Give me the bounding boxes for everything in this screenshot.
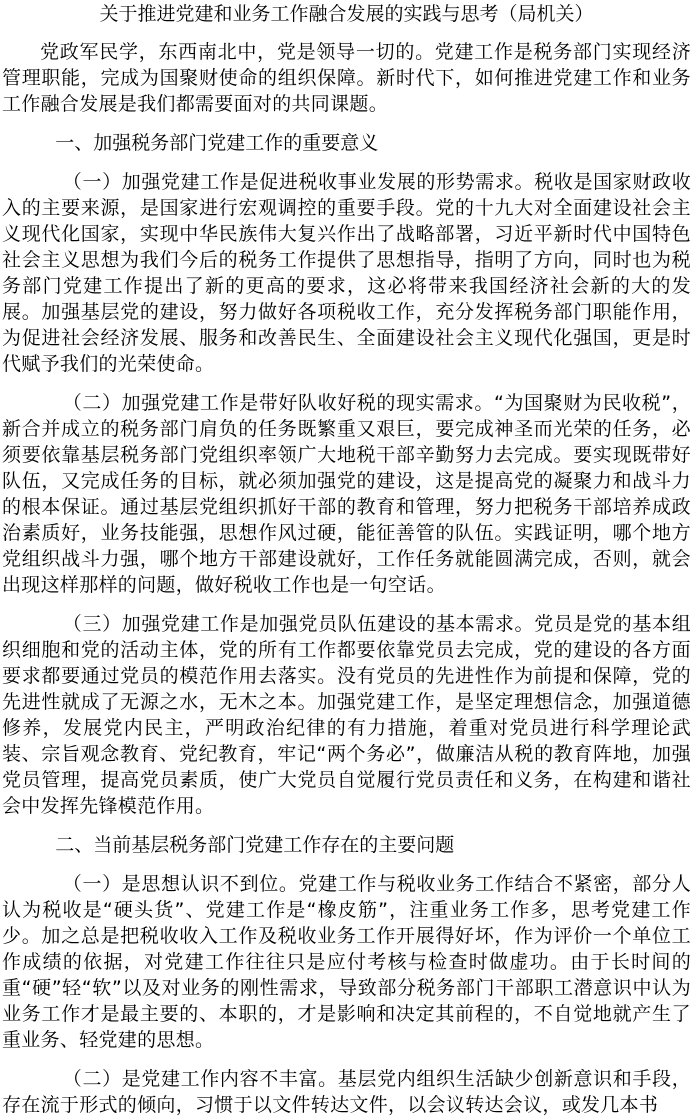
- section-2-paragraph-2: （二）是党建工作内容不丰富。基层党内组织生活缺少创新意识和手段，存在流于形式的倾向，习惯于以文件转达文件，以会议转达会议，或发几本书: [2, 1068, 691, 1116]
- paragraph-gap: [0, 156, 693, 169]
- paragraph-gap: [0, 598, 693, 611]
- document-title: 关于推进党建和业务工作融合发展的实践与思考（局机关）: [99, 3, 594, 25]
- section-2-heading: 二、当前基层税务部门党建工作存在的主要问题: [55, 834, 455, 856]
- paragraph-gap: [0, 1053, 693, 1066]
- paragraph-gap: [0, 858, 693, 871]
- paragraph-gap: [0, 377, 693, 390]
- paragraph-gap: [0, 819, 693, 832]
- paragraph-gap: [0, 117, 693, 130]
- section-1-paragraph-1: （一）加强党建工作是促进税收事业发展的形势需求。税收是国家财政收入的主要来源，是国家进行宏观调控的重要手段。党的十九大对全面建设社会主义现代化国家，实现中华民族伟大复兴作出了战略部署，习近平新时代中国特色社会主义思想为我们今后的税务工作提供了思想指导，指明了方向，同时也为税务部门党建工作提出了新的更高的要求，这必将带来我国经济社会新的大的发展。加强基层党的建设，努力做好各项税收工作，充分发挥税务部门职能作用，为促进社会经济发展、服务和改善民生、全面建设社会主义现代化强国，更是时代赋予我们的光荣使命。: [2, 171, 691, 375]
- section-1-paragraph-2: （二）加强党建工作是带好队收好税的现实需求。“为国聚财为民收税”，新合并成立的税务部门肩负的任务既繁重又艰巨，要完成神圣而光荣的任务，必须要依靠基层税务部门党组织率领广大地税干部辛勤努力去完成。要实现既带好队伍，又完成任务的目标，就必须加强党的建设，这是提高党的凝聚力和战斗力的根本保证。通过基层党组织抓好干部的教育和管理，努力把税务干部培养成政治素质好，业务技能强，思想作风过硬，能征善管的队伍。实践证明，哪个地方党组织战斗力强，哪个地方干部建设就好，工作任务就能圆满完成，否则，就会出现这样那样的问题，做好税收工作也是一句空话。: [2, 392, 691, 596]
- section-1-heading: 一、加强税务部门党建工作的重要意义: [55, 132, 379, 154]
- section-2-paragraph-1: （一）是思想认识不到位。党建工作与税收业务工作结合不紧密，部分人认为税收是“硬头货”、党建工作是“橡皮筋”，注重业务工作多，思考党建工作少。加之总是把税收收入工作及税收业务工作开展得好坏，作为评价一个单位工作成绩的依据，对党建工作往往只是应付考核与检查时做虚功。由于长时间的重“硬”轻“软”以及对业务的刚性需求，导致部分税务部门干部职工潜意识中认为业务工作才是最主要的、本职的，才是影响和决定其前程的，不自觉地就产生了重业务、轻党建的思想。: [2, 873, 691, 1051]
- intro-paragraph: 党政军民学，东西南北中，党是领导一切的。党建工作是税务部门实现经济管理职能，完成为国聚财使命的组织保障。新时代下，如何推进党建工作和业务工作融合发展是我们都需要面对的共同课题。: [2, 41, 691, 115]
- section-1-paragraph-3: （三）加强党建工作是加强党员队伍建设的基本需求。党员是党的基本组织细胞和党的活动主体，党的所有工作都要依靠党员去完成，党的建设的各方面要求都要通过党员的模范作用去落实。没有党员的先进性作为前提和保障，党的先进性就成了无源之水，无木之本。加强党建工作，是坚定理想信念，加强道德修养，发展党内民主，严明政治纪律的有力措施，着重对党员进行科学理论武装、宗旨观念教育、党纪教育，牢记“两个务必”，做廉洁从税的教育阵地，加强党员管理，提高党员素质，使广大党员自觉履行党员责任和义务，在构建和谐社会中发挥先锋模范作用。: [2, 613, 691, 817]
